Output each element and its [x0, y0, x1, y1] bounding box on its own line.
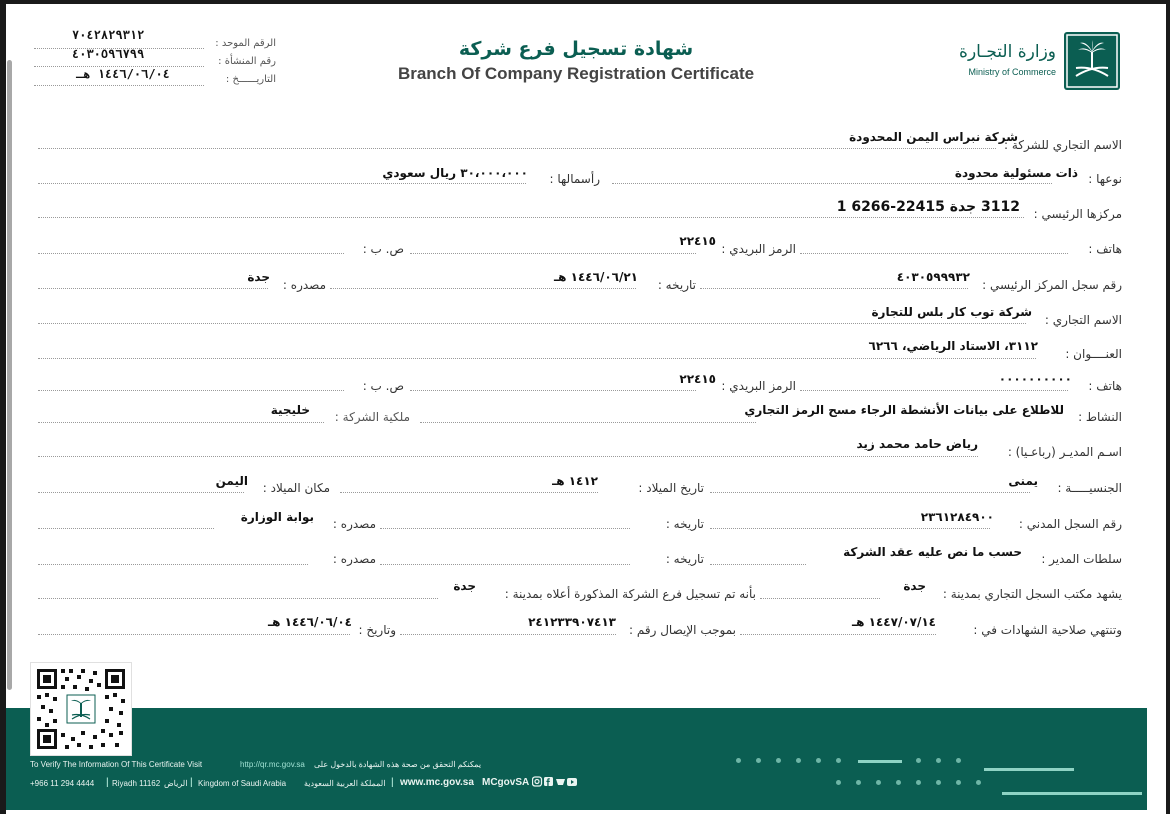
birth-date-value: ١٤١٢ هـ — [552, 474, 598, 488]
dotted-line — [800, 390, 1068, 391]
civil-reg-value: ٢٣٦١٢٨٤٩٠٠ — [920, 510, 994, 524]
footer-band — [6, 708, 1147, 810]
dotted-line — [420, 422, 756, 423]
trade-name-label: الاسم التجاري للشركة : — [1003, 138, 1122, 152]
dotted-line — [38, 390, 344, 391]
scrollbar[interactable] — [7, 60, 12, 690]
main-cr-date-value: ١٤٤٦/٠٦/٢١ هـ — [554, 270, 638, 284]
footer-city: Riyadh 11162 — [112, 779, 161, 788]
decorative-dot — [956, 780, 961, 785]
manager-powers-label: سلطات المدير : — [1041, 552, 1122, 566]
dotted-line — [710, 528, 990, 529]
branch-trade-name-value: شركة توب كار بلس للتجارة — [871, 305, 1032, 319]
birth-place-label: مكان الميلاد : — [262, 481, 330, 495]
footer-country: Kingdom of Saudi Arabia — [198, 779, 287, 788]
establishment-number-label: رقم المنشأة : — [218, 56, 276, 67]
manager-powers-value: حسب ما نص عليه عقد الشركة — [843, 545, 1022, 559]
decorative-dot — [976, 780, 981, 785]
footer-social-handle[interactable]: MCgovSA — [482, 777, 530, 788]
birth-place-value: اليمن — [215, 474, 248, 488]
postal2-label: الرمز البريدي : — [721, 379, 796, 393]
manager-label: اسـم المديـر (رباعـيا) : — [1007, 445, 1122, 459]
registered-city-value: جدة — [453, 579, 476, 593]
decorative-dot — [916, 758, 921, 763]
validity-label: وتنتهي صلاحية الشهادات في : — [973, 623, 1122, 637]
receipt-value: ٢٤١٢٣٣٩٠٧٤١٣ — [528, 615, 616, 629]
dotted-line — [340, 492, 598, 493]
footer-country-ar: المملكة العربية السعودية — [304, 779, 386, 788]
dotted-line — [38, 288, 268, 289]
dotted-line — [800, 253, 1068, 254]
certificate-title-en: Branch Of Company Registration Certificate — [397, 64, 755, 83]
dotted-line — [410, 253, 696, 254]
civil-reg-source-label: مصدره : — [332, 517, 376, 531]
dotted-line — [38, 323, 1026, 324]
receipt-date-label: وتاريخ : — [358, 623, 396, 637]
dotted-line — [38, 528, 214, 529]
phone2-label: هاتف : — [1088, 379, 1122, 393]
dotted-line — [38, 217, 1024, 218]
youtube-icon[interactable] — [567, 778, 577, 786]
dotted-line — [38, 492, 244, 493]
instagram-icon[interactable] — [533, 777, 542, 786]
pobox1-label: ص. ب : — [362, 242, 404, 256]
footer-website-link[interactable]: www.mc.gov.sa — [400, 777, 474, 788]
dotted-line — [380, 564, 630, 565]
dotted-line — [38, 422, 324, 423]
social-icons — [532, 776, 578, 790]
verify-url-link[interactable]: http://qr.mc.gov.sa — [240, 760, 305, 769]
civil-reg-label: رقم السجل المدني : — [1018, 517, 1122, 531]
decorative-dot — [836, 780, 841, 785]
screen-frame-left — [0, 0, 6, 814]
decorative-dot — [836, 758, 841, 763]
dotted-line — [410, 390, 696, 391]
decorative-dot — [896, 780, 901, 785]
hq-value: 3112 جدة 22415-6266 1 — [836, 199, 1020, 215]
powers-source-label: مصدره : — [332, 552, 376, 566]
certificate-date: ١٤٤٦/٠٦/٠٤ هـ — [76, 67, 170, 81]
phone2-value: ٠٠٠٠٠٠٠٠٠٠ — [998, 372, 1072, 386]
footer-city-ar: الرياض — [164, 779, 188, 788]
postal1-value: ٢٢٤١٥ — [679, 234, 716, 248]
decorative-line — [858, 760, 902, 763]
dotted-line — [330, 288, 636, 289]
dotted-line — [740, 634, 936, 635]
footer-phone: +966 11 294 4444 — [30, 779, 95, 788]
dotted-line — [38, 253, 344, 254]
company-type-label: نوعها : — [1088, 172, 1122, 186]
main-cr-value: ٤٠٣٠٥٩٩٩٣٢ — [896, 270, 970, 284]
qr-code-icon[interactable] — [31, 663, 131, 755]
facebook-icon[interactable] — [544, 777, 553, 786]
registered-label: بأنه تم تسجيل فرع الشركة المذكورة أعلاه بمدينة : — [504, 587, 756, 601]
decorative-dot — [956, 758, 961, 763]
main-cr-source-label: مصدره : — [282, 278, 326, 292]
dotted-line — [400, 634, 616, 635]
dotted-line — [710, 564, 806, 565]
company-type-value: ذات مسئولية محدودة — [954, 166, 1078, 180]
phone1-label: هاتف : — [1088, 242, 1122, 256]
decorative-dot — [856, 780, 861, 785]
civil-reg-date-label: تاريخه : — [665, 517, 704, 531]
pobox2-label: ص. ب : — [362, 379, 404, 393]
dotted-line — [38, 183, 526, 184]
decorative-dot — [756, 758, 761, 763]
main-cr-label: رقم سجل المركز الرئيسي : — [982, 278, 1122, 292]
dotted-line — [380, 528, 630, 529]
branch-trade-name-label: الاسم التجاري : — [1044, 313, 1122, 327]
ministry-logo — [1064, 32, 1120, 90]
birth-date-label: تاريخ الميلاد : — [638, 481, 704, 495]
qr-code-box[interactable] — [30, 662, 132, 756]
dotted-line — [612, 183, 1052, 184]
dotted-line — [38, 634, 350, 635]
certifies-city-value: جدة — [903, 579, 926, 593]
certifies-label: يشهد مكتب السجل التجاري بمدينة : — [942, 587, 1122, 601]
decorative-dot — [936, 780, 941, 785]
dotted-line — [700, 288, 968, 289]
dotted-line — [34, 85, 204, 86]
decorative-dot — [816, 758, 821, 763]
screen-frame-right — [1166, 0, 1170, 814]
dotted-line — [38, 148, 996, 149]
screen-frame-top — [0, 0, 1170, 4]
trade-name-value: شركة نبراس اليمن المحدودة — [849, 130, 1018, 144]
validity-date-value: ١٤٤٧/٠٧/١٤ هـ — [852, 615, 936, 629]
verify-text-en: To Verify The Information Of This Certificate Visit — [30, 760, 203, 769]
decorative-dot — [936, 758, 941, 763]
ownership-label: ملكية الشركة : — [334, 410, 410, 424]
verify-text-ar: يمكنكم التحقق من صحة هذه الشهادة بالدخول على — [314, 760, 482, 769]
ministry-name-en: Ministry of Commerce — [968, 67, 1056, 77]
decorative-dot — [776, 758, 781, 763]
establishment-number: ٤٠٣٠٥٩٦٧٩٩ — [72, 47, 145, 61]
dotted-line — [38, 358, 1036, 359]
decorative-dot — [796, 758, 801, 763]
powers-date-label: تاريخه : — [665, 552, 704, 566]
capital-label: رأسمالها : — [549, 172, 600, 186]
decorative-dot — [876, 780, 881, 785]
twitter-icon[interactable] — [556, 779, 565, 785]
certificate-date-label: التاريــــــخ : — [225, 74, 276, 85]
address-value: ٣١١٢، الاستاد الرياضي، ٦٢٦٦ — [868, 339, 1038, 353]
dotted-line — [38, 564, 308, 565]
certificate-title-ar: شهادة تسجيل فرع شركة — [458, 38, 694, 60]
ministry-name-ar: وزارة التجـارة — [959, 42, 1056, 62]
footer-separator: | — [106, 777, 109, 788]
main-cr-date-label: تاريخه : — [657, 278, 696, 292]
unified-number: ٧٠٤٢٨٢٩٣١٢ — [72, 28, 145, 42]
receipt-date-value: ١٤٤٦/٠٦/٠٤ هـ — [268, 615, 352, 629]
dotted-line — [710, 492, 1030, 493]
civil-reg-source-value: بوابة الوزارة — [240, 510, 314, 524]
dotted-line — [760, 598, 880, 599]
postal1-label: الرمز البريدي : — [721, 242, 796, 256]
address-label: العنــــوان : — [1065, 347, 1122, 361]
ownership-value: خليجية — [270, 403, 310, 417]
activity-label: النشاط : — [1078, 410, 1122, 424]
receipt-label: بموجب الإيصال رقم : — [629, 623, 736, 637]
palm-swords-emblem-icon — [1064, 32, 1120, 90]
dotted-line — [38, 598, 438, 599]
dotted-line — [38, 456, 978, 457]
postal2-value: ٢٢٤١٥ — [679, 372, 716, 386]
footer-separator: | — [391, 777, 394, 788]
hq-label: مركزها الرئيسي : — [1033, 207, 1122, 221]
decorative-line — [984, 768, 1074, 771]
decorative-line — [1002, 792, 1142, 795]
manager-value: رياض حامد محمد زيد — [856, 437, 978, 451]
nationality-value: يمنى — [1008, 474, 1038, 488]
activity-value: للاطلاع على بيانات الأنشطة الرجاء مسح الرمز التجاري — [744, 403, 1064, 417]
main-cr-source-value: جدة — [247, 270, 270, 284]
decorative-dot — [916, 780, 921, 785]
decorative-dot — [736, 758, 741, 763]
unified-number-label: الرقم الموحد : — [215, 38, 276, 49]
nationality-label: الجنسيـــــة : — [1057, 481, 1122, 495]
footer-separator: | — [190, 777, 193, 788]
capital-value: ٣٠،٠٠٠،٠٠٠ ريال سعودي — [382, 166, 528, 180]
